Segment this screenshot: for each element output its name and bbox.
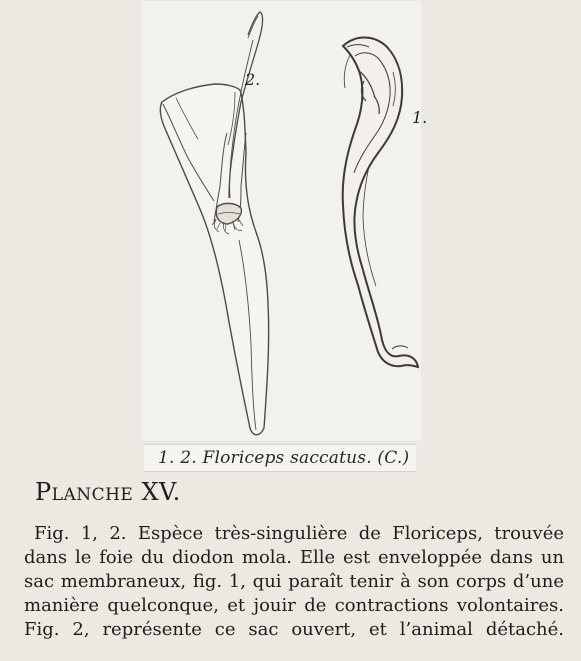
description-line-5: Fig. 2, représente ce sac ouvert, et l’animal détaché. <box>24 619 564 640</box>
illustration-drawing <box>140 0 422 442</box>
description-line-1: Fig. 1, 2. Espèce très-singulière de Floriceps, trouvée <box>34 523 564 544</box>
figure-1-drawing <box>343 37 418 367</box>
plate-caption-strip <box>144 444 416 472</box>
plate-description <box>24 478 564 642</box>
figure-1-label: 1. <box>412 108 428 127</box>
illustration-plate <box>140 0 422 442</box>
description-line-2: dans le foie du diodon mola. Elle est enveloppée dans un <box>24 547 564 568</box>
figure-2-label: 2. <box>245 70 261 89</box>
plate-caption: 1. 2. Floriceps saccatus. (C.) <box>158 448 410 468</box>
description-line-3: sac membraneux, fig. 1, qui paraît tenir à son corps d’une <box>24 571 564 592</box>
plate-title: Planche XV. <box>35 478 181 506</box>
description-line-4: manière quelconque, et jouir de contractions volontaires. <box>24 595 564 616</box>
